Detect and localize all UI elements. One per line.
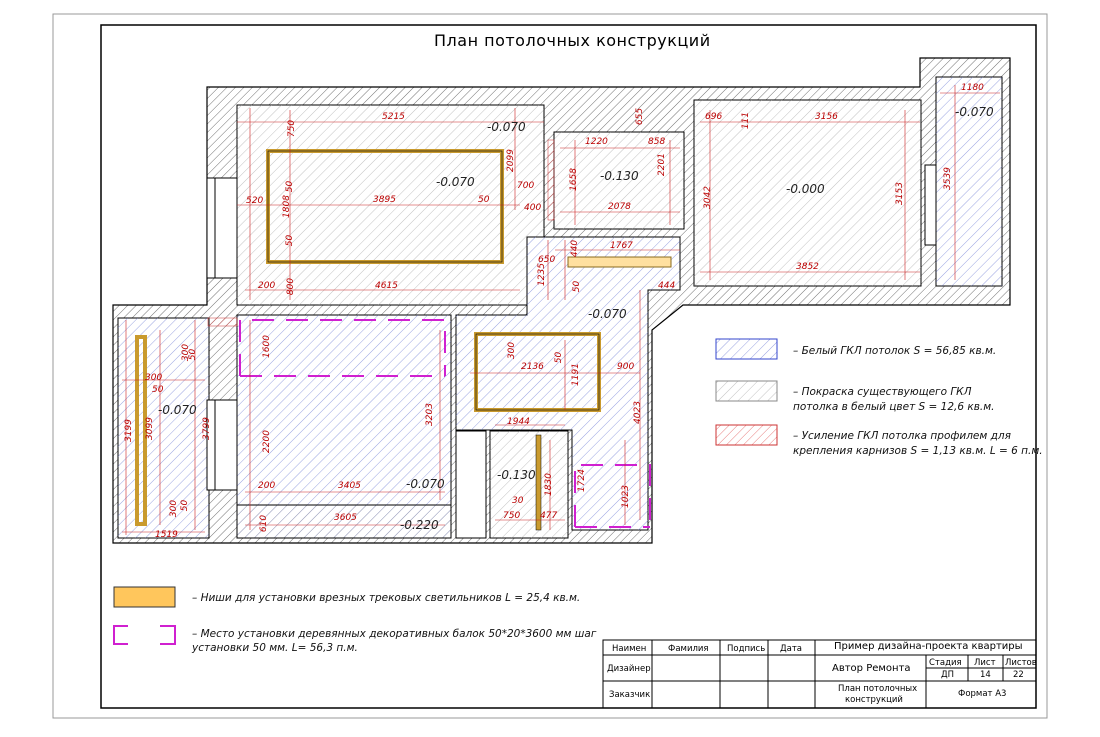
dim-label: 50: [152, 385, 164, 395]
tb-drawing-2: конструкций: [845, 695, 903, 705]
tb-sheets-header: Листов: [1005, 658, 1037, 668]
dim-label: 50: [572, 280, 583, 293]
tb-stage: ДП: [941, 670, 955, 680]
tb-format: Формат А3: [958, 689, 1007, 699]
tb-stage-header: Стадия: [929, 658, 962, 668]
dim-label: 1220: [585, 137, 608, 147]
dim-label: 3895: [373, 195, 396, 205]
dim-label: 111: [741, 111, 752, 130]
legend-reinforce-1: – Усиление ГКЛ потолка профилем для: [793, 430, 1011, 442]
dim-label: 300: [507, 341, 518, 360]
tb-sheet-no: 14: [980, 670, 991, 680]
dim-label: 50: [478, 195, 490, 205]
level-mark: -0.130: [600, 169, 639, 183]
dim-label: 3156: [815, 112, 838, 122]
dim-label: 4023: [632, 401, 643, 424]
level-mark: -0.070: [436, 175, 475, 189]
dim-label: 2099: [505, 149, 516, 172]
dim-label: 30: [512, 496, 524, 506]
dim-label: 655: [635, 107, 646, 126]
dim-label: 3199: [123, 419, 134, 442]
dim-label: 1767: [610, 241, 633, 251]
legend-reinforce-2: крепления карнизов S = 1,13 кв.м. L = 6 п.м.: [793, 445, 1043, 457]
dim-label: 2201: [656, 153, 667, 176]
tb-header-sign: Подпись: [727, 644, 766, 654]
dim-label: 300: [181, 343, 192, 362]
dim-label: 300: [145, 373, 163, 383]
dim-label: 650: [538, 255, 556, 265]
dim-label: 1830: [543, 473, 554, 496]
tb-author: Автор Ремонта: [832, 663, 911, 674]
dim-label: 400: [524, 203, 542, 213]
tb-sheet-header: Лист: [974, 658, 996, 668]
dim-label: 50: [554, 351, 565, 364]
tb-designer-label: Дизайнер: [607, 664, 651, 674]
level-mark: -0.220: [400, 518, 439, 532]
dim-label: 858: [648, 137, 666, 147]
dim-label: 4615: [375, 281, 398, 291]
dim-label: 1235: [536, 263, 547, 286]
level-mark: -0.070: [406, 477, 445, 491]
dim-label: 900: [617, 362, 635, 372]
dim-label: 200: [258, 281, 276, 291]
tb-header-name: Наимен: [612, 644, 647, 654]
dim-label: 3852: [796, 262, 819, 272]
level-mark: -0.070: [158, 403, 197, 417]
dim-label: 477: [540, 511, 558, 521]
level-mark: -0.070: [955, 105, 994, 119]
dim-label: 3405: [338, 481, 361, 491]
tb-drawing-1: План потолочных: [838, 684, 918, 694]
dim-label: 440: [570, 239, 581, 258]
dim-label: 50: [180, 499, 191, 512]
dim-label: 800: [286, 277, 297, 296]
dim-label: 50: [285, 234, 296, 247]
dim-label: 50: [188, 348, 199, 361]
legend-beams-1: – Место установки деревянных декоративных балок 50*20*3600 мм шаг: [192, 628, 597, 640]
dim-label: 3605: [334, 513, 357, 523]
dim-label: 750: [287, 119, 298, 138]
dim-label: 3799: [201, 417, 212, 440]
tb-header-surname: Фамилия: [668, 644, 709, 654]
dim-label: 1191: [570, 363, 581, 386]
dim-label: 3153: [894, 182, 905, 205]
level-mark: -0.000: [786, 182, 825, 196]
dim-label: 444: [658, 281, 676, 291]
dim-label: 1180: [961, 83, 984, 93]
legend-beams-2: установки 50 мм. L= 56,3 п.м.: [192, 642, 358, 654]
dim-label: 3203: [424, 403, 435, 426]
dim-label: 750: [503, 511, 521, 521]
dim-label: 3042: [702, 186, 713, 209]
dim-label: 50: [285, 180, 296, 193]
dim-label: 2078: [608, 202, 631, 212]
dim-label: 3099: [144, 417, 155, 440]
dim-label: 1519: [155, 530, 178, 540]
tb-project: Пример дизайна-проекта квартиры: [834, 641, 1023, 652]
dim-label: 1808: [281, 195, 292, 218]
dim-label: 610: [259, 514, 270, 533]
dim-label: 200: [258, 481, 276, 491]
dim-label: 2200: [261, 430, 272, 453]
dim-label: 1724: [576, 469, 587, 492]
dim-label: 696: [705, 112, 723, 122]
level-mark: -0.130: [497, 468, 536, 482]
dim-label: 1023: [620, 485, 631, 508]
legend-paint-gkl-1: – Покраска существующего ГКЛ: [793, 386, 972, 398]
dim-label: 300: [169, 499, 180, 518]
sheet-title: План потолочных конструкций: [434, 31, 711, 50]
dim-label: 700: [517, 181, 535, 191]
dim-label: 2136: [521, 362, 544, 372]
dim-label: 5215: [382, 112, 405, 122]
tb-sheets-total: 22: [1013, 670, 1024, 680]
dim-label: 520: [246, 196, 264, 206]
legend-white-gkl: – Белый ГКЛ потолок S = 56,85 кв.м.: [793, 345, 997, 357]
dim-label: 3539: [942, 167, 953, 190]
tb-header-date: Дата: [780, 644, 803, 654]
level-mark: -0.070: [588, 307, 627, 321]
tb-customer-label: Заказчик: [609, 690, 651, 700]
level-mark: -0.070: [487, 120, 526, 134]
dim-label: 1944: [507, 417, 530, 427]
legend-niches: – Ниши для установки врезных трековых светильников L = 25,4 кв.м.: [192, 592, 581, 604]
dim-label: 1600: [261, 335, 272, 358]
legend-paint-gkl-2: потолка в белый цвет S = 12,6 кв.м.: [793, 401, 995, 413]
dim-label: 1658: [568, 168, 579, 191]
